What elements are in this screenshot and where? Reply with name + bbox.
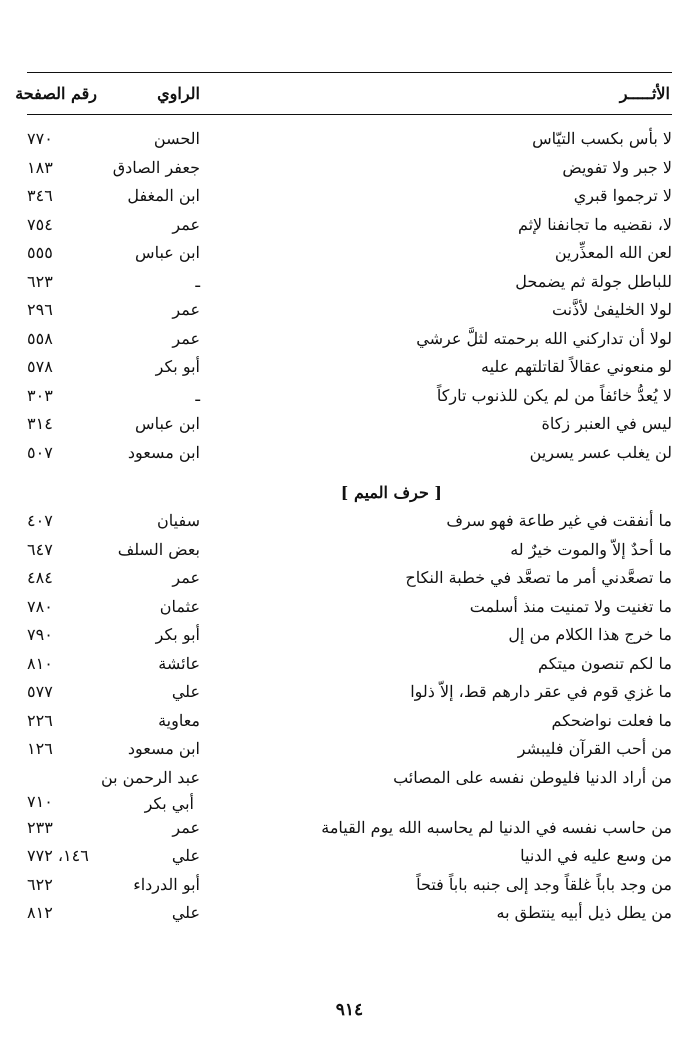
row-page: ١٤٦، ٧٧٢ [27,846,89,865]
row-text: ما لكم تنصون ميتكم [538,653,672,673]
index-table [27,126,672,929]
row-page: ٧١٠ [27,791,53,811]
row-page: ٦٢٣ [27,271,53,291]
table-row [27,155,672,184]
row-narrator: عمر [172,214,200,234]
row-narrator: معاوية [158,710,200,730]
row-text: لا، نقضيه ما تجانفنا لإثم [517,214,672,234]
row-text: من وجد باباً غلقاً وجد إلى جنبه باباً فتحاً [416,874,672,894]
table-row [27,508,672,537]
row-text: لولا أن تداركني الله برحمته لثلَّ عرشي [416,328,672,348]
table-row [27,383,672,412]
row-text: للباطل جولة ثم يضمحل [515,271,672,291]
row-page: ٣٠٣ [27,385,53,405]
table-row [27,622,672,651]
row-narrator: أبو بكر [155,625,200,644]
row-page: ٧٨٠ [27,596,53,616]
row-text: لو منعوني عقالاً لقاتلتهم عليه [481,357,672,376]
row-narrator: ـ [195,271,200,291]
row-text: ما أنفقت في غير طاعة فهو سرف [446,511,672,530]
table-row [27,679,672,708]
row-narrator: أبو الدرداء [133,874,200,894]
table-row [27,537,672,566]
row-text: لن يغلب عسر يسرين [529,442,672,462]
row-narrator: ابن مسعود [127,739,200,758]
table-header [15,84,672,110]
row-page: ٣١٤ [27,414,53,433]
row-text: ما أحدٌ إلاّ والموت خيرٌ له [510,539,672,559]
table-row [27,126,672,155]
row-narrator: علي [171,846,200,865]
header-text: الأثـــــر [619,84,670,103]
table-row [27,411,672,440]
row-page: ٤٠٧ [27,511,53,530]
section-heading [27,478,672,508]
row-page: ٧٧٠ [27,129,53,148]
table-row [27,651,672,680]
row-page: ٧٥٤ [27,214,53,234]
row-narrator: عائشة [158,653,200,673]
table-row [27,765,672,815]
row-narrator: سفيان [157,511,200,530]
row-text: لا جبر ولا تفويض [562,157,672,177]
top-rule [27,72,672,73]
row-narrator: عثمان [159,596,200,616]
table-row [27,212,672,241]
row-text: من أراد الدنيا فليوطن نفسه على المصائب [393,767,672,787]
section-title: [ حرف الميم ] [340,483,442,502]
row-page: ٢٩٦ [27,300,53,319]
table-row [27,297,672,326]
row-narrator: ابن المغفل [127,186,200,205]
row-page: ٢٢٦ [27,710,53,730]
table-row [27,900,672,929]
row-page: ٦٤٧ [27,539,53,559]
row-page: ٥٠٧ [27,442,53,462]
row-narrator: جعفر الصادق [112,157,200,177]
narrator-line1: عبد الرحمن بن [100,767,200,787]
row-narrator: بعض السلف [117,539,200,559]
row-narrator: ابن عباس [135,243,200,262]
row-text: ليس في العنبر زكاة [541,414,672,433]
page-number: ٩١٤ [335,1000,364,1020]
row-narrator: علي [171,903,200,922]
table-row [27,326,672,355]
table-row [27,269,672,298]
row-text: لا بأس بكسب التيّاس [532,129,672,148]
narrator-line2: أبي بكر [144,793,194,813]
row-text: ما تصعَّدني أمر ما تصعَّد في خطبة النكاح [405,568,672,587]
row-narrator: عمر [172,817,200,837]
row-page: ٨١٠ [27,653,53,673]
row-page: ٧٩٠ [27,625,53,644]
row-narrator: عمر [172,300,200,319]
row-text: من وسع عليه في الدنيا [520,846,672,865]
row-text: ما خرج هذا الكلام من إل [508,625,672,644]
header-divider [27,114,672,115]
row-page: ١٨٣ [27,157,53,177]
table-row [27,708,672,737]
row-text: ما تغنيت ولا تمنيت منذ أسلمت [469,596,672,616]
header-narrator: الراوي [157,84,200,103]
row-narrator: عمر [172,568,200,587]
index-page [15,72,672,1062]
row-page: ٥٥٨ [27,328,53,348]
row-narrator: أبو بكر [155,357,200,376]
table-row [27,594,672,623]
row-text: لعن الله المعذِّرين [554,243,672,262]
table-row [27,354,672,383]
row-page: ٢٣٣ [27,817,53,837]
row-narrator: علي [171,682,200,701]
row-narrator: ابن عباس [135,414,200,433]
row-narrator: ابن مسعود [127,442,200,462]
row-narrator: ـ [195,385,200,405]
row-text: من حاسب نفسه في الدنيا لم يحاسبه الله يوم القيامة [321,817,672,837]
row-page: ٣٤٦ [27,186,53,205]
table-row [27,240,672,269]
table-row [27,183,672,212]
row-page: ١٢٦ [27,739,53,758]
row-narrator: عمر [172,328,200,348]
row-page: ٥٧٨ [27,357,53,376]
table-row [27,843,672,872]
header-page: رقم الصفحة [15,84,97,103]
row-page: ٤٨٤ [27,568,53,587]
row-page: ٥٥٥ [27,243,53,262]
row-narrator [100,765,200,817]
row-text: لا يُعدُّ خائفاً من لم يكن للذنوب تاركاً [436,385,672,405]
row-text: ما غزي قوم في عقر دارهم قط، إلاّ ذلوا [410,682,672,701]
row-page: ٥٧٧ [27,682,53,701]
row-text: من أحب القرآن فليبشر [517,739,672,758]
row-text: لا ترجموا قبري [573,186,672,205]
row-text: ما فعلت نواضحكم [551,710,672,730]
table-row [27,872,672,901]
row-narrator: الحسن [153,129,200,148]
row-page: ٦٢٢ [27,874,53,894]
table-row [27,440,672,469]
table-row [27,565,672,594]
row-text: لولا الخليفىٰ لأذَّنت [551,300,672,319]
table-row [27,815,672,844]
table-row [27,736,672,765]
row-text: من يطل ذيل أبيه ينتطق به [496,903,672,922]
row-page: ٨١٢ [27,903,53,922]
